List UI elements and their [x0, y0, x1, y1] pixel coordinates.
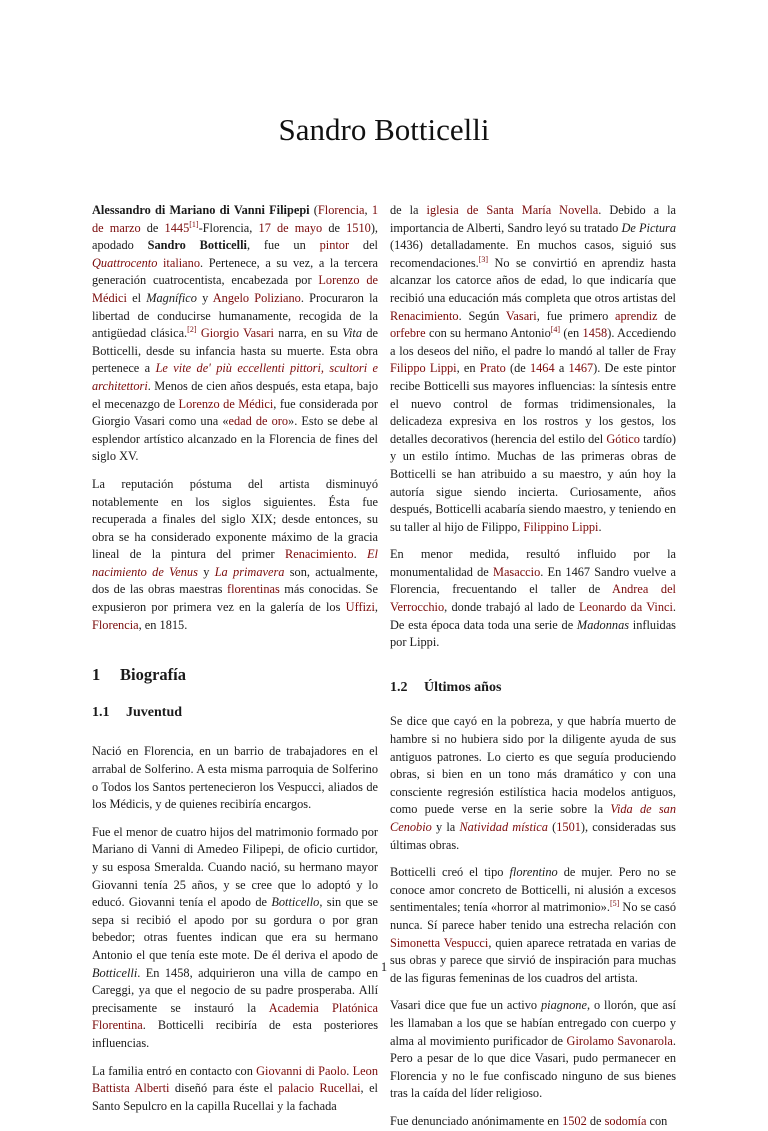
- text-run: el: [126, 290, 147, 305]
- text-run: (de: [505, 361, 530, 376]
- inline-link[interactable]: 1445: [164, 220, 190, 235]
- intro-paragraph-2: [92, 476, 378, 634]
- text-run: ). Accediendo a los deseos del niño, el padre lo mandó al taller de Fray: [390, 326, 676, 358]
- text-run: La reputación póstuma del artista disminuyó notablemente en los siglos siguientes. Ésta fue recuperada a finales del siglo XIX; desde entonces, su obra se ha considerado exponente máximo de la gracia lineal de la pintura del primer: [92, 476, 378, 562]
- footnote-ref[interactable]: [4]: [550, 325, 561, 335]
- text-run: . Pertenece, a su vez, a la tercera generación cuatrocentista, encabezada por: [92, 255, 378, 288]
- inline-link[interactable]: Simonetta Vespucci: [390, 935, 489, 950]
- text-run: y: [197, 564, 215, 579]
- inline-link[interactable]: palacio Rucellai: [278, 1081, 361, 1096]
- text-run: ), consideradas sus últimas obras.: [390, 820, 676, 852]
- inline-link[interactable]: Masaccio: [492, 564, 541, 579]
- page-number: 1: [380, 960, 388, 974]
- text-run: -Florencia,: [198, 220, 259, 235]
- text-run: No se casó nunca. Sí parece haber tenido una estrecha relación con: [390, 900, 677, 932]
- inline-link[interactable]: edad de oro: [228, 414, 289, 429]
- inline-link[interactable]: Uffizi: [345, 600, 375, 615]
- text-run: y la: [431, 820, 460, 834]
- inline-link[interactable]: Natividad mística: [459, 820, 548, 834]
- text-run: ,: [364, 203, 372, 217]
- text-run: a: [554, 361, 569, 376]
- text-run: más conocidas. Se expusieron por primera vez en la galería de los: [92, 582, 378, 615]
- text-run: de mujer. Pero no se conoce amor concreto de Botticelli, ni alusión a excesos sentimentales; tenía «horror al matrimonio».: [390, 865, 677, 915]
- inline-link[interactable]: 1467: [568, 361, 594, 376]
- text-run: Fue denunciado anónimamente en: [390, 1113, 563, 1128]
- text-run: . Según: [458, 308, 506, 323]
- text-run: , fue considerada por Giorgio Vasari como una «: [92, 396, 378, 429]
- text-run: , en 1815.: [138, 617, 188, 632]
- section-number: 1: [92, 665, 101, 685]
- inline-link[interactable]: Leon Battista Alberti: [92, 1063, 378, 1096]
- italic-text: Madonnas: [576, 617, 630, 632]
- text-run: , o llorón, que así les llamaban a los que se habían entregado con cuerpo y alma al movimiento purificador de: [390, 998, 676, 1048]
- inline-link[interactable]: florentinas: [226, 582, 280, 597]
- right-paragraph-2: [390, 546, 676, 652]
- italic-text: De Pictura: [621, 220, 676, 235]
- text-run: ,: [374, 600, 378, 615]
- inline-link[interactable]: 1502: [562, 1113, 587, 1128]
- juventud-paragraph-3: [92, 1063, 378, 1116]
- inline-link[interactable]: Florencia: [92, 617, 139, 632]
- intro-paragraph-1: [92, 202, 378, 466]
- inline-link[interactable]: Renacimiento: [390, 308, 459, 323]
- inline-link[interactable]: Quattrocento: [92, 255, 158, 270]
- text-run: . Debido a la importancia de Alberti, Sandro leyó su tratado: [390, 203, 677, 235]
- bold-text: Alessandro di Mariano di Vanni Filipepi: [92, 203, 310, 217]
- text-run: con su hermano Antonio: [425, 326, 551, 341]
- inline-link[interactable]: orfebre: [390, 326, 426, 341]
- inline-link[interactable]: Giorgio Vasari: [200, 326, 274, 341]
- text-run: ), apodado: [92, 220, 379, 253]
- inline-link[interactable]: Renacimiento: [285, 547, 354, 562]
- text-run: ). De este pintor recibe Botticelli sus mayores influencias: la síntesis entre el nuevo control de formas tridimensionales, la delicadeza expresiva en los rostros y los gestos, los detalles decorativos (herencia del estilo del: [390, 361, 676, 446]
- subsection-heading-juventud: [92, 704, 378, 722]
- text-run: Nació en Florencia, en un barrio de trabajadores en el arrabal de Solferino. A esta misma parroquia de Solferino o Todos los Santos pertenecieron los Vespucci, aliados de los Médicis, y de quienes recibiría encargos.: [92, 744, 378, 812]
- text-run: . Menos de cien años después, esta etapa, bajo el mecenazgo de: [92, 378, 378, 411]
- text-run: .: [353, 547, 368, 562]
- section-title: Biografía: [120, 665, 186, 685]
- text-run: , quien aparece retratada en varias de sus obras y parece que sirvió de inspiración para muchas de las figuras femeninas de los cuadros del artista.: [390, 935, 676, 985]
- ultimos-paragraph-3: [390, 997, 676, 1103]
- inline-link[interactable]: 1501: [556, 820, 581, 834]
- text-run: (en: [560, 326, 583, 341]
- inline-link[interactable]: Academia Platónica Florentina: [92, 1000, 378, 1033]
- text-run: En menor medida, resultó influido por la monumentalidad de: [390, 547, 676, 579]
- right-column: [390, 202, 676, 1131]
- subsection-number: 1.2: [390, 679, 408, 695]
- juventud-paragraph-1: [92, 743, 378, 813]
- text-run: del: [349, 238, 378, 253]
- text-run: No se convirtió en aprendiz hasta alcanzar los catorce años de edad, lo que indicaría que recibió una educación más completa que otros artistas del: [390, 255, 676, 305]
- section-heading-biografia: [92, 666, 378, 684]
- inline-link[interactable]: 1464: [529, 361, 555, 376]
- left-column: [92, 202, 378, 1115]
- inline-link[interactable]: 1 de marzo: [92, 203, 378, 235]
- text-run: Botticelli creó el tipo: [390, 865, 510, 880]
- text-run: son, actualmente, dos de las obras maestras: [92, 564, 379, 597]
- ultimos-paragraph-1: [390, 713, 676, 854]
- text-run: de Botticelli, desde su infancia hasta su muerte. Esta obra pertenece a: [92, 326, 378, 376]
- inline-link[interactable]: pintor: [319, 238, 350, 253]
- inline-link[interactable]: Girolamo Savonarola: [566, 1033, 673, 1048]
- text-run: , en: [456, 361, 480, 376]
- inline-link[interactable]: Angelo Poliziano: [212, 290, 301, 305]
- inline-link[interactable]: aprendiz: [615, 308, 658, 323]
- text-run: , fue un: [246, 238, 320, 253]
- italic-text: piagnone: [541, 998, 587, 1013]
- inline-link[interactable]: 17 de mayo: [258, 220, 323, 235]
- ultimos-paragraph-4: [390, 1113, 676, 1131]
- italic-text: Botticelli: [92, 965, 138, 980]
- subsection-number: 1.1: [92, 704, 110, 720]
- text-run: (: [309, 203, 318, 217]
- inline-link[interactable]: El nacimiento de Venus: [92, 547, 378, 579]
- inline-link[interactable]: Leonardo da Vinci: [579, 600, 673, 615]
- text-run: . Pero a pesar de lo que dice Vasari, pudo permanecer en Florencia y no le fue confiscado ninguno de sus bienes tras la caída del líder religioso.: [390, 1033, 676, 1101]
- text-run: .: [598, 519, 602, 534]
- text-run: , sin que se sepa si recibió el apodo por su gordura o por gran bebedor; otras fuentes indican que era su hermano Antonio el que tenía este mote. De él deriva el apodo de: [92, 895, 378, 962]
- inline-link[interactable]: Vida de san Cenobio: [390, 802, 676, 834]
- text-run: Vasari dice que fue un activo: [390, 998, 541, 1013]
- subsection-title: Juventud: [126, 704, 183, 720]
- text-run: de: [322, 220, 347, 235]
- inline-link[interactable]: iglesia de Santa María Novella: [426, 203, 599, 217]
- italic-text: Vita: [342, 326, 363, 341]
- text-run: de: [140, 220, 165, 235]
- inline-link[interactable]: La primavera: [214, 564, 285, 579]
- text-run: influidas por Lippi.: [390, 617, 676, 650]
- text-run: tardío) y un estilo íntimo. Muchas de las primeras obras de Botticelli se han atribuido a su maestro, y aún hoy la autoría sigue siendo incierta. Curiosamente, años después, Botticelli acabaría siendo maestro, y teniendo en su taller al hijo de Filippo,: [390, 431, 676, 534]
- inline-link[interactable]: Vasari: [505, 308, 537, 323]
- footnote-ref[interactable]: [1]: [189, 219, 199, 229]
- text-run: (: [547, 820, 557, 834]
- footnote-ref[interactable]: [5]: [609, 899, 620, 909]
- inline-link[interactable]: Lorenzo de Médici: [92, 273, 378, 305]
- inline-link[interactable]: Lorenzo de Médici: [178, 396, 274, 411]
- page-title: Sandro Botticelli: [278, 112, 490, 147]
- text-run: Se dice que cayó en la pobreza, y que habría muerto de hambre si no hubiera sido por la diligente ayuda de sus antiguos patrones. Lo cierto es que seguía produciendo obras, si bien en un tono más dramático y con una consciente regresión estilística hacia modelos antiguos, como puede verse en la serie sobre la: [390, 714, 676, 817]
- text-run: y: [196, 290, 213, 305]
- text-run: . Botticelli recibiría de esta posteriores influencias.: [92, 1018, 378, 1050]
- text-run: diseñó para éste el: [169, 1081, 279, 1096]
- subsection-heading-ultimos-anos: [390, 679, 676, 697]
- inline-link[interactable]: Giovanni di Paolo: [256, 1063, 347, 1078]
- subsection-title: Últimos años: [424, 679, 502, 695]
- text-run: . En 1467 Sandro vuelve a Florencia, frecuentando el taller de: [390, 564, 676, 597]
- inline-link[interactable]: Andrea del Verrocchio: [390, 582, 676, 615]
- text-run: narra, en su: [273, 326, 343, 341]
- inline-link[interactable]: italiano: [157, 255, 200, 270]
- bold-text: Sandro Botticelli: [147, 238, 247, 253]
- text-run: de la: [390, 203, 427, 217]
- text-run: . Procuraron la libertad de conducirse humanamente, recogida de la antigüedad clásica.: [92, 290, 378, 341]
- inline-link[interactable]: Prato: [479, 361, 506, 376]
- inline-link[interactable]: Florencia: [317, 203, 365, 217]
- italic-text: Botticello: [271, 895, 320, 910]
- text-run: (1436) detalladamente. En muchos casos, siguió sus recomendaciones.: [390, 238, 676, 270]
- inline-link[interactable]: 1510: [346, 220, 371, 235]
- text-run: . De esta época data toda una serie de: [390, 600, 676, 632]
- inline-link[interactable]: Filippino Lippi: [523, 519, 599, 534]
- text-run: .: [346, 1063, 353, 1078]
- inline-link[interactable]: 1458: [582, 326, 608, 341]
- text-run: La familia entró en contacto con: [92, 1063, 257, 1078]
- text-run: , el Santo Sepulcro en la capilla Rucellai y la fachada: [92, 1081, 378, 1113]
- text-run: , donde trabajó al lado de: [444, 600, 579, 615]
- footnote-ref[interactable]: [3]: [478, 254, 489, 264]
- text-run: de: [657, 308, 676, 323]
- italic-text: Magnífico: [146, 290, 197, 305]
- italic-text: florentino: [509, 865, 558, 880]
- inline-link[interactable]: Filippo Lippi: [390, 361, 457, 376]
- inline-link[interactable]: sodomía: [604, 1113, 647, 1128]
- text-run: , fue primero: [536, 308, 616, 323]
- juventud-paragraph-2: [92, 824, 378, 1053]
- inline-link[interactable]: Gótico: [606, 431, 640, 446]
- text-run: . En 1458, adquirieron una villa de campo en Careggi, ya que el negocio de su padre prosperaba. Allí precisamente se instauró la: [92, 965, 378, 1015]
- footnote-ref[interactable]: [2]: [187, 325, 197, 335]
- inline-link[interactable]: Le vite de' più eccellenti pittori, scultori e architettori: [92, 361, 378, 393]
- right-paragraph-1: [390, 202, 676, 536]
- text-run: de: [586, 1113, 605, 1128]
- text-run: con: [646, 1113, 668, 1128]
- text-run: Fue el menor de cuatro hijos del matrimonio formado por Mariano di Vanni di Amedeo Filipepi, de oficio curtidor, y su esposa Smeralda. Cuando nació, su hermano mayor Giovanni tenía 25 años, y se cree que lo adoptó y lo educó. Giovanni tenía el apodo de: [92, 824, 378, 910]
- text-run: ». Esto se debe al esplendor artístico alcanzado en la Florencia de fines del siglo XV.: [92, 414, 379, 464]
